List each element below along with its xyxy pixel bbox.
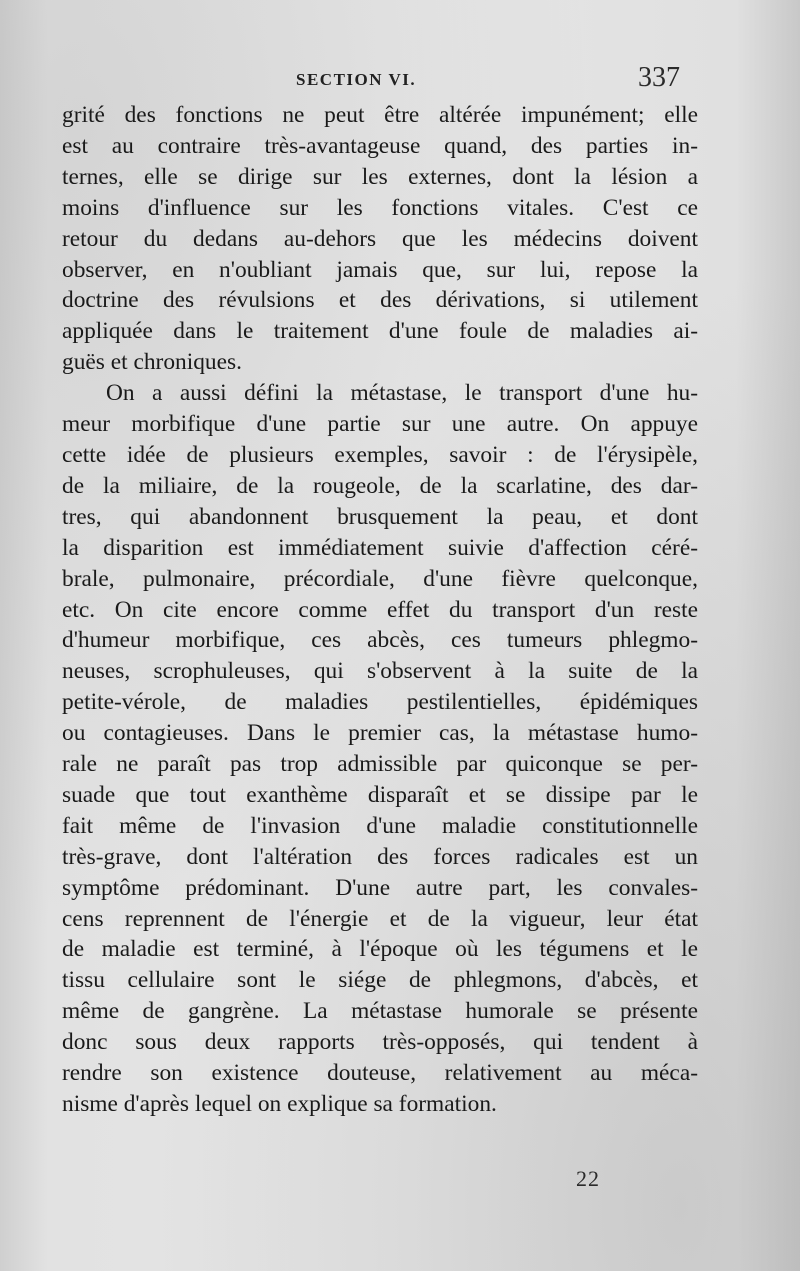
text-line: etc. On cite encore comme effet du transport d'un reste — [62, 596, 698, 623]
page-number: 337 — [638, 62, 680, 93]
signature-mark: 22 — [576, 1166, 600, 1191]
text-line: retour du dedans au-dehors que les médecins doivent — [62, 225, 698, 252]
text-line: neuses, scrophuleuses, qui s'observent à la suite de la — [62, 658, 698, 685]
running-head: SECTION VI. — [296, 70, 417, 89]
body-text — [62, 100, 698, 1120]
text-line: nisme d'après lequel on explique sa formation. — [62, 1091, 497, 1117]
text-line: observer, en n'oubliant jamais que, sur lui, repose la — [62, 256, 698, 283]
text-line: de maladie est terminé, à l'époque où les tégumens et le — [62, 936, 698, 963]
text-line: ou contagieuses. Dans le premier cas, la métastase humo- — [62, 720, 698, 747]
text-line: doctrine des révulsions et des dérivations, si utilement — [62, 287, 698, 314]
page-header — [60, 62, 680, 102]
text-line: petite-vérole, de maladies pestilentielles, épidémiques — [62, 689, 698, 716]
text-line: appliquée dans le traitement d'une foule de maladies ai- — [62, 318, 698, 345]
text-line: fait même de l'invasion d'une maladie constitutionnelle — [62, 812, 698, 839]
text-line: même de gangrène. La métastase humorale se présente — [62, 998, 698, 1025]
text-line: meur morbifique d'une partie sur une autre. On appuye — [62, 411, 698, 438]
text-line-paragraph-start — [62, 378, 698, 409]
text-line: rendre son existence douteuse, relativement au méca- — [62, 1060, 698, 1087]
text-line: cette idée de plusieurs exemples, savoir : de l'érysipèle, — [62, 441, 698, 468]
text-line: grité des fonctions ne peut être altérée impunément; elle — [62, 102, 698, 128]
text-line: ternes, elle se dirige sur les externes, dont la lésion a — [62, 163, 698, 190]
text-line: moins d'influence sur les fonctions vitales. C'est ce — [62, 194, 698, 221]
text-line: cens reprennent de l'énergie et de la vigueur, leur état — [62, 905, 698, 932]
text-line: est au contraire très-avantageuse quand, des parties in- — [62, 132, 698, 159]
text-segment: On a aussi défini la métastase, le transport d'une hu- — [106, 380, 698, 407]
text-line: symptôme prédominant. D'une autre part, les convales- — [62, 874, 698, 901]
text-line: donc sous deux rapports très-opposés, qui tendent à — [62, 1029, 698, 1056]
text-line: rale ne paraît pas trop admissible par quiconque se per- — [62, 751, 698, 778]
text-line: tissu cellulaire sont le siége de phlegmons, d'abcès, et — [62, 967, 698, 994]
text-line: guës et chroniques. — [62, 349, 242, 376]
text-line: brale, pulmonaire, précordiale, d'une fièvre quelconque, — [62, 565, 698, 592]
text-line: la disparition est immédiatement suivie d'affection céré- — [62, 534, 698, 561]
text-line: tres, qui abandonnent brusquement la peau, et dont — [62, 503, 698, 530]
text-line: très-grave, dont l'altération des forces radicales est un — [62, 843, 698, 870]
text-line: de la miliaire, de la rougeole, de la scarlatine, des dar- — [62, 472, 698, 499]
text-line: suade que tout exanthème disparaît et se dissipe par le — [62, 781, 698, 808]
text-line: d'humeur morbifique, ces abcès, ces tumeurs phlegmo- — [62, 627, 698, 654]
